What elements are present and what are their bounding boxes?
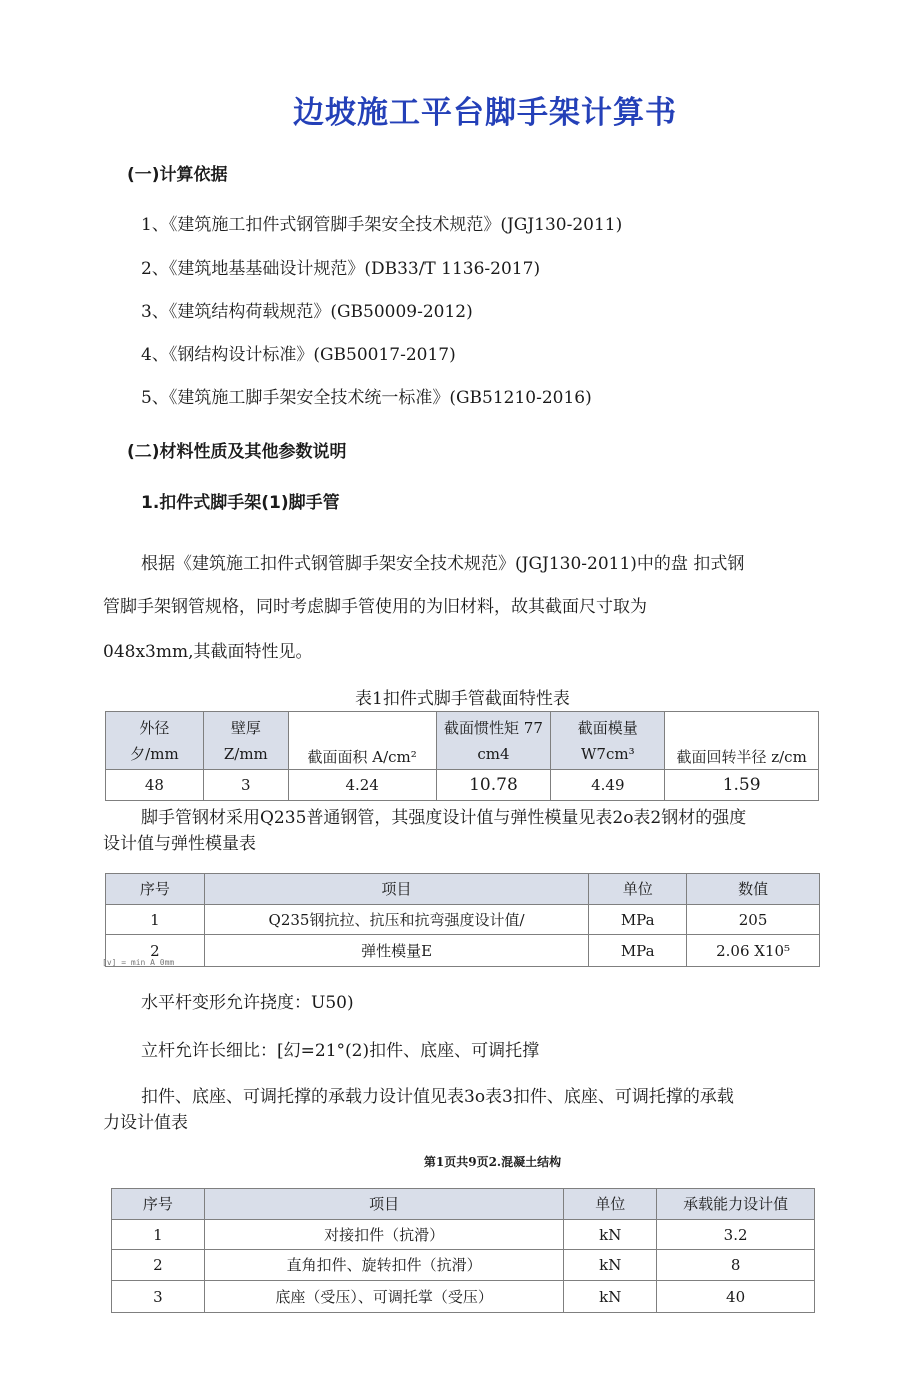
table-cell: 3	[203, 770, 288, 801]
table-cell: 205	[687, 905, 820, 935]
table-cell: 3	[112, 1281, 205, 1313]
reference-item-2: 2、《建筑地基基础设计规范》(DB33/T 1136-2017)	[141, 259, 541, 279]
subsection-heading-tube: 1.扣件式脚手架(1)脚手管	[141, 493, 340, 513]
header-text: Z/mm	[223, 744, 268, 763]
paragraph-line: 根据《建筑施工扣件式钢管脚手架安全技术规范》(JGJ130-2011)中的盘 扣式钢	[141, 554, 745, 574]
table-cell: 4.49	[551, 770, 665, 801]
reference-item-1: 1、《建筑施工扣件式钢管脚手架安全技术规范》(JGJ130-2011)	[141, 215, 623, 235]
paragraph-line: 扣件、底座、可调托撑的承载力设计值见表3o表3扣件、底座、可调托撑的承载	[141, 1087, 734, 1107]
table-header-cell	[551, 712, 665, 770]
table-cell: 1	[106, 905, 205, 935]
table-header-cell	[106, 712, 204, 770]
table-header-cell: 项目	[204, 1189, 563, 1220]
paragraph-line: 力设计值表	[103, 1113, 188, 1133]
table-header-cell	[436, 712, 551, 770]
header-text: 截面惯性矩 77	[444, 718, 543, 737]
table-header-cell: 项目	[204, 874, 588, 905]
section-heading-basis: (一)计算依据	[127, 165, 228, 185]
table-header-cell: 序号	[106, 874, 205, 905]
slenderness-line: 立杆允许长细比：[幻=21°(2)扣件、底座、可调托撑	[141, 1041, 540, 1061]
table-header-cell	[288, 712, 436, 770]
table-cell: 3.2	[657, 1220, 815, 1250]
section-heading-materials: (二)材料性质及其他参数说明	[127, 442, 347, 462]
paragraph-line: 脚手管钢材采用Q235普通钢管，其强度设计值与弹性模量见表2o表2钢材的强度	[141, 808, 747, 828]
table-cell: 2	[106, 935, 205, 967]
table-cell: 2	[112, 1250, 205, 1281]
header-text: 壁厚	[230, 718, 261, 737]
table-cell: MPa	[589, 905, 687, 935]
table-cell: kN	[564, 1250, 657, 1281]
table-cell: 1	[112, 1220, 205, 1250]
table-cell: 2.06 X10⁵	[687, 935, 820, 967]
paragraph-line: 设计值与弹性模量表	[103, 834, 256, 854]
table-header-cell: 单位	[589, 874, 687, 905]
header-text: 夕/mm	[130, 744, 179, 763]
table-cell: 4.24	[288, 770, 436, 801]
table-cell: 底座（受压）、可调托掌（受压）	[204, 1281, 563, 1313]
formula-overlay-text: [v] = min A 0mm	[102, 958, 175, 967]
header-text: cm4	[477, 744, 510, 763]
document-title: 边坡施工平台脚手架计算书	[293, 95, 677, 131]
table-cell: 1.59	[665, 770, 819, 801]
table-cell: 40	[657, 1281, 815, 1313]
table-cell: Q235钢抗拉、抗压和抗弯强度设计值/	[204, 905, 588, 935]
table-header-cell: 序号	[112, 1189, 205, 1220]
section-properties-table	[105, 711, 819, 801]
paragraph-line: 管脚手架钢管规格，同时考虑脚手管使用的为旧材料，故其截面尺寸取为	[103, 597, 647, 617]
steel-strength-table	[105, 873, 820, 967]
table-cell: 48	[106, 770, 204, 801]
header-text: 外径	[139, 718, 170, 737]
reference-item-3: 3、《建筑结构荷载规范》(GB50009-2012)	[141, 302, 473, 322]
reference-item-5: 5、《建筑施工脚手架安全技术统一标准》(GB51210-2016)	[141, 388, 592, 408]
header-text: W7cm³	[581, 744, 635, 763]
table-cell: 8	[657, 1250, 815, 1281]
table-header-cell	[203, 712, 288, 770]
deflection-line: 水平杆变形允许挠度：U50)	[141, 993, 354, 1013]
table-header-cell	[665, 712, 819, 770]
paragraph-line: 048x3mm,其截面特性见。	[103, 642, 313, 662]
table-cell: 对接扣件（抗滑）	[204, 1220, 563, 1250]
table-cell: 10.78	[436, 770, 551, 801]
table-cell: 直角扣件、旋转扣件（抗滑）	[204, 1250, 563, 1281]
header-text: 截面回转半径 z/cm	[676, 748, 807, 766]
header-text: 截面模量	[577, 718, 638, 737]
table-cell: kN	[564, 1220, 657, 1250]
bearing-capacity-table	[111, 1188, 815, 1313]
table-cell: kN	[564, 1281, 657, 1313]
reference-item-4: 4、《钢结构设计标准》(GB50017-2017)	[141, 345, 456, 365]
table-cell: 弹性模量E	[204, 935, 588, 967]
table-cell: MPa	[589, 935, 687, 967]
table-header-cell: 承载能力设计值	[657, 1189, 815, 1220]
header-text: 截面面积 A/cm²	[307, 748, 417, 766]
table-header-cell: 数值	[687, 874, 820, 905]
table1-caption: 表1扣件式脚手管截面特性表	[355, 689, 570, 709]
table-header-cell: 单位	[564, 1189, 657, 1220]
page-footer: 第1页共9页2.混凝土结构	[423, 1155, 562, 1169]
